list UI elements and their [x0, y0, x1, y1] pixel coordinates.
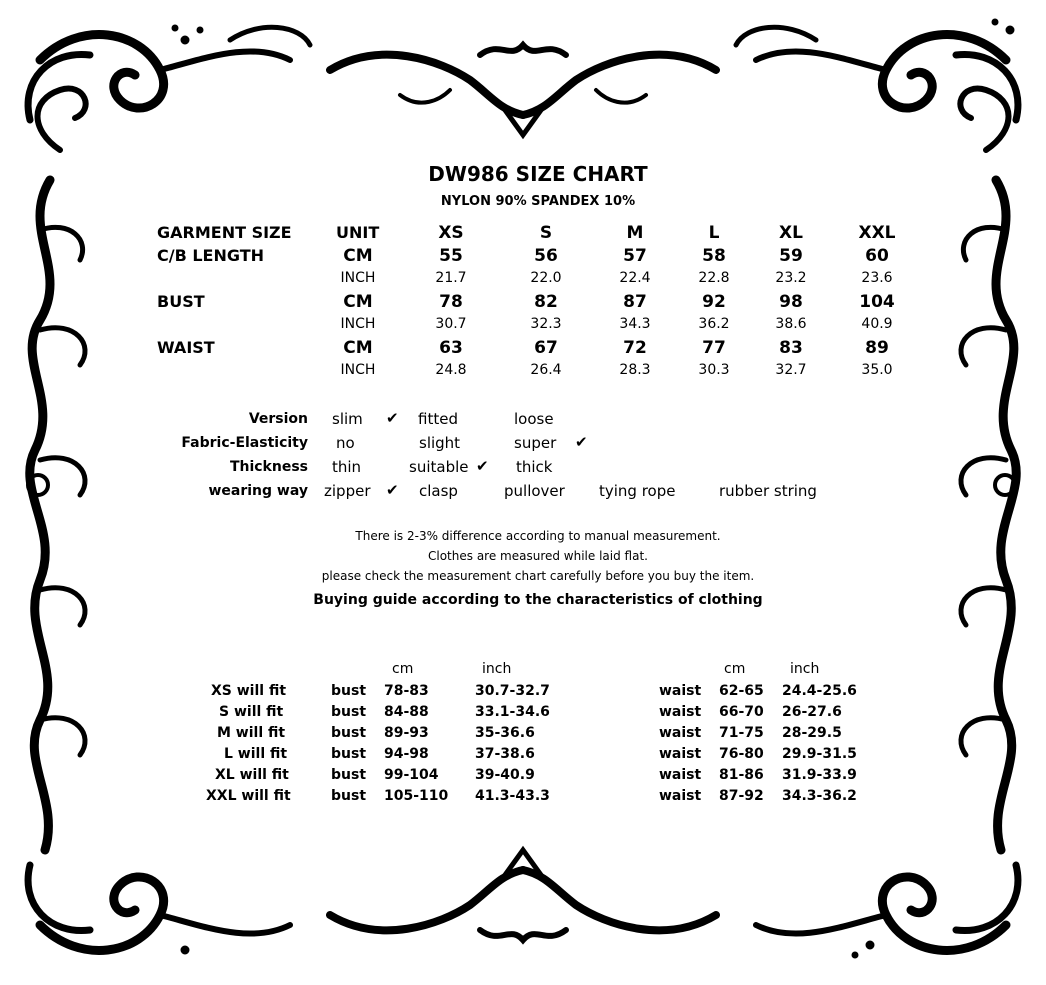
guide-waist-cm: 76-80 — [719, 746, 764, 762]
attr-option: fitted — [418, 410, 458, 428]
guide-waist-inch-header: inch — [790, 661, 820, 677]
check-icon: ✔ — [476, 457, 489, 475]
guide-bust-cm: 89-93 — [384, 725, 429, 741]
table-cell: 30.3 — [698, 362, 730, 378]
table-cell: 21.7 — [435, 270, 467, 286]
attr-option: super — [514, 434, 557, 452]
page-title: DW986 SIZE CHART — [428, 162, 648, 186]
attr-label-version: Version — [248, 411, 308, 427]
size-header-xxl: XXL — [858, 223, 896, 243]
guide-bust-cm: 94-98 — [384, 746, 429, 762]
table-cell: 34.3 — [619, 316, 651, 332]
table-cell: 24.8 — [435, 362, 467, 378]
table-cell: 92 — [702, 292, 726, 312]
guide-waist-inch: 29.9-31.5 — [782, 746, 857, 762]
table-cell: 89 — [865, 338, 889, 358]
guide-waist-inch: 26-27.6 — [782, 704, 842, 720]
guide-bust-inch-header: inch — [482, 661, 512, 677]
table-cell: 40.9 — [861, 316, 893, 332]
guide-bust-label: bust — [331, 767, 367, 783]
guide-fit-label: XS will fit — [211, 683, 287, 699]
unit-inch: INCH — [340, 316, 376, 332]
fabric-composition: NYLON 90% SPANDEX 10% — [440, 194, 636, 209]
guide-waist-label: waist — [659, 725, 702, 741]
size-header-xs: XS — [438, 223, 464, 243]
guide-fit-label: S will fit — [219, 704, 284, 720]
size-header-xl: XL — [779, 223, 803, 243]
guide-waist-cm: 66-70 — [719, 704, 764, 720]
attr-label-fabric-elasticity: Fabric-Elasticity — [181, 435, 308, 451]
guide-fit-label: XL will fit — [215, 767, 289, 783]
guide-bust-inch: 35-36.6 — [475, 725, 535, 741]
guide-bust-inch: 33.1-34.6 — [475, 704, 550, 720]
guide-fit-label: M will fit — [217, 725, 286, 741]
size-header-s: S — [539, 223, 553, 243]
check-icon: ✔ — [386, 409, 399, 427]
guide-waist-label: waist — [659, 746, 702, 762]
attr-label-thickness: Thickness — [229, 459, 308, 475]
table-cell: 72 — [623, 338, 647, 358]
attr-option: clasp — [419, 482, 458, 500]
table-cell: 59 — [779, 246, 803, 266]
note-laid-flat: Clothes are measured while laid flat. — [428, 549, 648, 563]
size-header-m: M — [626, 223, 644, 243]
table-cell: 36.2 — [698, 316, 730, 332]
attr-option: tying rope — [599, 482, 676, 500]
guide-waist-cm: 81-86 — [719, 767, 764, 783]
guide-waist-cm: 87-92 — [719, 788, 764, 804]
guide-bust-inch: 37-38.6 — [475, 746, 535, 762]
guide-bust-cm: 78-83 — [384, 683, 429, 699]
guide-bust-inch: 41.3-43.3 — [475, 788, 550, 804]
guide-bust-label: bust — [331, 788, 367, 804]
table-cell: 83 — [779, 338, 803, 358]
table-cell: 35.0 — [861, 362, 893, 378]
guide-bust-label: bust — [331, 746, 367, 762]
guide-waist-label: waist — [659, 788, 702, 804]
guide-waist-label: waist — [659, 704, 702, 720]
check-icon: ✔ — [575, 433, 588, 451]
check-icon: ✔ — [386, 481, 399, 499]
attr-option: zipper — [324, 482, 371, 500]
guide-waist-label: waist — [659, 683, 702, 699]
size-header-l: L — [708, 223, 720, 243]
table-cell: 98 — [779, 292, 803, 312]
guide-fit-label: L will fit — [224, 746, 288, 762]
guide-waist-label: waist — [659, 767, 702, 783]
guide-bust-inch: 30.7-32.7 — [475, 683, 550, 699]
attr-option: slim — [332, 410, 363, 428]
table-cell: 57 — [623, 246, 647, 266]
unit-cm: CM — [343, 292, 373, 312]
table-cell: 23.6 — [861, 270, 893, 286]
unit-cm: CM — [343, 338, 373, 358]
guide-waist-inch: 31.9-33.9 — [782, 767, 857, 783]
guide-bust-label: bust — [331, 704, 367, 720]
guide-waist-inch: 34.3-36.2 — [782, 788, 857, 804]
attr-option: thick — [516, 458, 553, 476]
unit-inch: INCH — [340, 270, 376, 286]
guide-waist-inch: 28-29.5 — [782, 725, 842, 741]
attr-option: slight — [419, 434, 461, 452]
table-cell: 26.4 — [530, 362, 562, 378]
guide-bust-cm: 99-104 — [384, 767, 439, 783]
guide-waist-cm: 62-65 — [719, 683, 764, 699]
guide-bust-cm-header: cm — [392, 661, 414, 677]
table-cell: 82 — [534, 292, 558, 312]
table-cell: 22.4 — [619, 270, 651, 286]
table-cell: 60 — [865, 246, 889, 266]
guide-bust-cm: 105-110 — [384, 788, 449, 804]
guide-fit-label: XXL will fit — [206, 788, 291, 804]
guide-bust-cm: 84-88 — [384, 704, 429, 720]
table-cell: 67 — [534, 338, 558, 358]
table-cell: 22.0 — [530, 270, 562, 286]
guide-waist-cm: 71-75 — [719, 725, 764, 741]
table-cell: 56 — [534, 246, 558, 266]
buying-guide-title: Buying guide according to the characteristics of clothing — [313, 592, 763, 608]
unit-cm: CM — [343, 246, 373, 266]
attr-option: no — [336, 434, 355, 452]
attr-option: rubber string — [719, 482, 817, 500]
table-cell: 63 — [439, 338, 463, 358]
guide-waist-inch: 24.4-25.6 — [782, 683, 857, 699]
guide-bust-inch: 39-40.9 — [475, 767, 535, 783]
table-cell: 28.3 — [619, 362, 651, 378]
table-cell: 104 — [859, 292, 895, 312]
unit-header: UNIT — [336, 223, 380, 242]
guide-waist-cm-header: cm — [724, 661, 746, 677]
table-cell: 22.8 — [698, 270, 730, 286]
attr-option: thin — [332, 458, 362, 476]
row-label-cb-length: C/B LENGTH — [157, 246, 265, 265]
note-check-chart: please check the measurement chart carefully before you buy the item. — [321, 569, 755, 583]
garment-size-header: GARMENT SIZE — [157, 223, 292, 242]
attr-option: suitable — [409, 458, 469, 476]
table-cell: 87 — [623, 292, 647, 312]
attr-option: pullover — [504, 482, 565, 500]
row-label-bust: BUST — [157, 292, 205, 311]
guide-bust-label: bust — [331, 725, 367, 741]
table-cell: 38.6 — [775, 316, 807, 332]
table-cell: 58 — [702, 246, 726, 266]
row-label-waist: WAIST — [157, 338, 215, 357]
table-cell: 55 — [439, 246, 463, 266]
table-cell: 77 — [702, 338, 726, 358]
attr-label-wearing-way: wearing way — [208, 483, 308, 499]
table-cell: 32.7 — [775, 362, 807, 378]
table-cell: 78 — [439, 292, 463, 312]
attr-option: loose — [514, 410, 554, 428]
guide-bust-label: bust — [331, 683, 367, 699]
table-cell: 23.2 — [775, 270, 807, 286]
note-difference: There is 2-3% difference according to manual measurement. — [355, 529, 721, 543]
table-cell: 32.3 — [530, 316, 562, 332]
unit-inch: INCH — [340, 362, 376, 378]
table-cell: 30.7 — [435, 316, 467, 332]
